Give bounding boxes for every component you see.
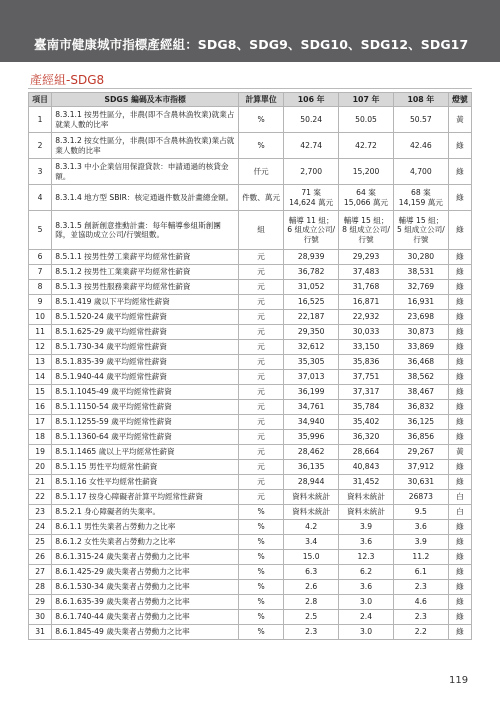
unit-cell: 元 <box>238 385 283 400</box>
value-107-cell: 2.4 <box>339 610 394 625</box>
value-106-cell: 3.4 <box>284 535 339 550</box>
row-number: 18 <box>29 430 52 445</box>
value-106-cell: 輔導 11 組；6 組成立公司/行號 <box>284 211 339 250</box>
indicator-cell: 8.5.1.1 按男性勞工業薪平均經常性薪資 <box>52 250 239 265</box>
table-row <box>29 580 472 595</box>
value-106-cell: 35,996 <box>284 430 339 445</box>
light-cell: 白 <box>448 490 471 505</box>
table-row <box>29 565 472 580</box>
indicator-cell: 8.5.1.1465 歲以上平均經常性薪資 <box>52 445 239 460</box>
value-108-cell: 23,698 <box>393 310 448 325</box>
value-107-cell: 22,932 <box>339 310 394 325</box>
light-cell: 綠 <box>448 565 471 580</box>
value-107-cell: 40,843 <box>339 460 394 475</box>
unit-cell: % <box>238 595 283 610</box>
row-number: 19 <box>29 445 52 460</box>
table-row <box>29 295 472 310</box>
value-107-cell: 資料未統計 <box>339 490 394 505</box>
value-108-cell: 輔導 15 組；5 組成立公司/行號 <box>393 211 448 250</box>
light-cell: 綠 <box>448 250 471 265</box>
value-108-cell: 16,931 <box>393 295 448 310</box>
page-title: 臺南市健康城市指標產經組：SDG8、SDG9、SDG10、SDG12、SDG17 <box>34 37 469 52</box>
light-cell: 綠 <box>448 265 471 280</box>
table-row <box>29 185 472 211</box>
row-number: 30 <box>29 610 52 625</box>
value-107-cell: 42.72 <box>339 133 394 159</box>
unit-cell: 件數、萬元 <box>238 185 283 211</box>
indicator-cell: 8.6.1.1 男性失業者占勞動力之比率 <box>52 520 239 535</box>
value-108-cell: 68 案 14,159 萬元 <box>393 185 448 211</box>
unit-cell: 元 <box>238 490 283 505</box>
table-row <box>29 159 472 185</box>
table-row <box>29 415 472 430</box>
row-number: 16 <box>29 400 52 415</box>
row-number: 29 <box>29 595 52 610</box>
unit-cell: 元 <box>238 325 283 340</box>
table-row <box>29 310 472 325</box>
indicator-cell: 8.5.1.730-34 歲平均經常性薪資 <box>52 340 239 355</box>
unit-cell: 元 <box>238 430 283 445</box>
light-cell: 白 <box>448 505 471 520</box>
value-106-cell: 資料未統計 <box>284 490 339 505</box>
unit-cell: 元 <box>238 280 283 295</box>
value-107-cell: 3.0 <box>339 595 394 610</box>
indicator-cell: 8.5.2.1 身心障礙者的失業率。 <box>52 505 239 520</box>
unit-cell: 元 <box>238 310 283 325</box>
light-cell: 綠 <box>448 595 471 610</box>
table-row <box>29 250 472 265</box>
table-row <box>29 280 472 295</box>
light-cell: 綠 <box>448 133 471 159</box>
unit-cell: % <box>238 107 283 133</box>
table-row <box>29 107 472 133</box>
section-divider <box>28 88 472 89</box>
value-108-cell: 26873 <box>393 490 448 505</box>
indicator-cell: 8.5.1.520-24 歲平均經常性薪資 <box>52 310 239 325</box>
value-106-cell: 37,013 <box>284 370 339 385</box>
value-108-cell: 6.1 <box>393 565 448 580</box>
value-107-cell: 37,483 <box>339 265 394 280</box>
table-row <box>29 211 472 250</box>
unit-cell: 元 <box>238 445 283 460</box>
indicator-cell: 8.5.1.835-39 歲平均經常性薪資 <box>52 355 239 370</box>
header-cell-item: 項目 <box>29 93 52 107</box>
indicator-cell: 8.5.1.1150-54 歲平均經常性薪資 <box>52 400 239 415</box>
light-cell: 綠 <box>448 430 471 445</box>
header-cell-108: 108 年 <box>393 93 448 107</box>
row-number: 28 <box>29 580 52 595</box>
light-cell: 綠 <box>448 185 471 211</box>
value-108-cell: 3.6 <box>393 520 448 535</box>
table-row <box>29 370 472 385</box>
indicator-cell: 8.5.1.419 歲以下平均經常性薪資 <box>52 295 239 310</box>
value-107-cell: 50.05 <box>339 107 394 133</box>
value-107-cell: 35,402 <box>339 415 394 430</box>
value-107-cell: 37,751 <box>339 370 394 385</box>
light-cell: 黃 <box>448 445 471 460</box>
unit-cell: % <box>238 505 283 520</box>
unit-cell: % <box>238 610 283 625</box>
table-row <box>29 520 472 535</box>
value-108-cell: 30,280 <box>393 250 448 265</box>
value-107-cell: 3.6 <box>339 580 394 595</box>
indicator-cell: 8.6.1.845-49 歲失業者占勞動力之比率 <box>52 625 239 640</box>
table-row <box>29 355 472 370</box>
value-108-cell: 2.3 <box>393 580 448 595</box>
indicator-cell: 8.3.1.1 按男性區分，非農(即不含農林漁牧業)就業占就業人數的比率 <box>52 107 239 133</box>
table-row <box>29 490 472 505</box>
unit-cell: 元 <box>238 340 283 355</box>
value-107-cell: 輔導 15 組；8 組成立公司/行號 <box>339 211 394 250</box>
value-106-cell: 29,350 <box>284 325 339 340</box>
value-108-cell: 30,631 <box>393 475 448 490</box>
light-cell: 綠 <box>448 535 471 550</box>
unit-cell: % <box>238 625 283 640</box>
header-bar <box>0 0 500 62</box>
unit-cell: % <box>238 535 283 550</box>
value-108-cell: 29,267 <box>393 445 448 460</box>
table-header-row <box>29 93 472 107</box>
table-row <box>29 505 472 520</box>
value-107-cell: 3.9 <box>339 520 394 535</box>
indicator-cell: 8.5.1.1255-59 歲平均經常性薪資 <box>52 415 239 430</box>
unit-cell: 元 <box>238 295 283 310</box>
value-108-cell: 36,832 <box>393 400 448 415</box>
value-108-cell: 2.3 <box>393 610 448 625</box>
value-108-cell: 37,912 <box>393 460 448 475</box>
unit-cell: 元 <box>238 265 283 280</box>
row-number: 24 <box>29 520 52 535</box>
table-row <box>29 133 472 159</box>
value-107-cell: 12.3 <box>339 550 394 565</box>
indicator-cell: 8.3.1.3 中小企業信用保證貸款：申請通過的核貸金額。 <box>52 159 239 185</box>
light-cell: 綠 <box>448 310 471 325</box>
value-107-cell: 3.0 <box>339 625 394 640</box>
unit-cell: 元 <box>238 250 283 265</box>
unit-cell: 元 <box>238 460 283 475</box>
value-106-cell: 28,939 <box>284 250 339 265</box>
value-108-cell: 36,125 <box>393 415 448 430</box>
row-number: 22 <box>29 490 52 505</box>
indicator-cell: 8.3.1.5 創新創意推動計畫：每年輔導參組斯創團隊，並協助成立公司/行號組數。 <box>52 211 239 250</box>
value-108-cell: 36,468 <box>393 355 448 370</box>
value-107-cell: 28,664 <box>339 445 394 460</box>
row-number: 5 <box>29 211 52 250</box>
value-107-cell: 資料未統計 <box>339 505 394 520</box>
row-number: 1 <box>29 107 52 133</box>
unit-cell: 仟元 <box>238 159 283 185</box>
value-106-cell: 28,944 <box>284 475 339 490</box>
light-cell: 綠 <box>448 520 471 535</box>
value-106-cell: 16,525 <box>284 295 339 310</box>
row-number: 3 <box>29 159 52 185</box>
row-number: 26 <box>29 550 52 565</box>
table-row <box>29 400 472 415</box>
row-number: 23 <box>29 505 52 520</box>
value-107-cell: 64 案 15,066 萬元 <box>339 185 394 211</box>
light-cell: 綠 <box>448 550 471 565</box>
value-107-cell: 31,452 <box>339 475 394 490</box>
unit-cell: % <box>238 550 283 565</box>
table-row <box>29 385 472 400</box>
table-row <box>29 325 472 340</box>
value-108-cell: 38,562 <box>393 370 448 385</box>
value-107-cell: 6.2 <box>339 565 394 580</box>
table-row <box>29 625 472 640</box>
value-107-cell: 35,836 <box>339 355 394 370</box>
value-108-cell: 50.57 <box>393 107 448 133</box>
row-number: 6 <box>29 250 52 265</box>
value-106-cell: 2.3 <box>284 625 339 640</box>
value-108-cell: 42.46 <box>393 133 448 159</box>
row-number: 17 <box>29 415 52 430</box>
value-108-cell: 38,531 <box>393 265 448 280</box>
row-number: 31 <box>29 625 52 640</box>
table-row <box>29 430 472 445</box>
unit-cell: 元 <box>238 475 283 490</box>
value-107-cell: 29,293 <box>339 250 394 265</box>
row-number: 8 <box>29 280 52 295</box>
row-number: 10 <box>29 310 52 325</box>
light-cell: 綠 <box>448 580 471 595</box>
value-106-cell: 2.6 <box>284 580 339 595</box>
value-107-cell: 33,150 <box>339 340 394 355</box>
value-106-cell: 35,305 <box>284 355 339 370</box>
header-cell-light: 燈號 <box>448 93 471 107</box>
value-106-cell: 22,187 <box>284 310 339 325</box>
row-number: 14 <box>29 370 52 385</box>
indicator-cell: 8.5.1.17 按身心障礙者計算平均經常性薪資 <box>52 490 239 505</box>
row-number: 4 <box>29 185 52 211</box>
unit-cell: % <box>238 520 283 535</box>
value-106-cell: 36,199 <box>284 385 339 400</box>
unit-cell: 元 <box>238 400 283 415</box>
indicator-cell: 8.6.1.740-44 歲失業者占勞動力之比率 <box>52 610 239 625</box>
indicator-cell: 8.6.1.315-24 歲失業者占勞動力之比率 <box>52 550 239 565</box>
indicator-cell: 8.5.1.16 女性平均經常性薪資 <box>52 475 239 490</box>
indicator-cell: 8.6.1.635-39 歲失業者占勞動力之比率 <box>52 595 239 610</box>
row-number: 11 <box>29 325 52 340</box>
indicator-cell: 8.5.1.1045-49 歲平均經常性薪資 <box>52 385 239 400</box>
value-108-cell: 33,869 <box>393 340 448 355</box>
value-108-cell: 38,467 <box>393 385 448 400</box>
value-108-cell: 4,700 <box>393 159 448 185</box>
row-number: 2 <box>29 133 52 159</box>
row-number: 13 <box>29 355 52 370</box>
value-107-cell: 35,784 <box>339 400 394 415</box>
indicator-cell: 8.6.1.425-29 歲失業者占勞動力之比率 <box>52 565 239 580</box>
row-number: 27 <box>29 565 52 580</box>
table-row <box>29 445 472 460</box>
light-cell: 綠 <box>448 340 471 355</box>
value-107-cell: 30,033 <box>339 325 394 340</box>
row-number: 12 <box>29 340 52 355</box>
header-cell-106: 106 年 <box>284 93 339 107</box>
row-number: 20 <box>29 460 52 475</box>
indicator-cell: 8.5.1.15 男性平均經常性薪資 <box>52 460 239 475</box>
light-cell: 綠 <box>448 370 471 385</box>
indicator-cell: 8.3.1.4 地方型 SBIR：核定通過件數及計畫總金額。 <box>52 185 239 211</box>
row-number: 15 <box>29 385 52 400</box>
light-cell: 綠 <box>448 415 471 430</box>
value-106-cell: 32,612 <box>284 340 339 355</box>
row-number: 7 <box>29 265 52 280</box>
value-107-cell: 31,768 <box>339 280 394 295</box>
value-107-cell: 16,871 <box>339 295 394 310</box>
value-106-cell: 資料未統計 <box>284 505 339 520</box>
unit-cell: 元 <box>238 415 283 430</box>
value-106-cell: 28,462 <box>284 445 339 460</box>
value-108-cell: 32,769 <box>393 280 448 295</box>
light-cell: 綠 <box>448 280 471 295</box>
value-108-cell: 3.9 <box>393 535 448 550</box>
indicator-table <box>28 92 472 640</box>
light-cell: 綠 <box>448 325 471 340</box>
value-107-cell: 36,320 <box>339 430 394 445</box>
light-cell: 綠 <box>448 625 471 640</box>
value-106-cell: 71 案 14,624 萬元 <box>284 185 339 211</box>
indicator-cell: 8.5.1.625-29 歲平均經常性薪資 <box>52 325 239 340</box>
light-cell: 綠 <box>448 211 471 250</box>
light-cell: 綠 <box>448 385 471 400</box>
unit-cell: 組 <box>238 211 283 250</box>
value-106-cell: 4.2 <box>284 520 339 535</box>
indicator-cell: 8.5.1.940-44 歲平均經常性薪資 <box>52 370 239 385</box>
light-cell: 綠 <box>448 159 471 185</box>
light-cell: 綠 <box>448 610 471 625</box>
row-number: 25 <box>29 535 52 550</box>
value-108-cell: 2.2 <box>393 625 448 640</box>
indicator-cell: 8.5.1.1360-64 歲平均經常性薪資 <box>52 430 239 445</box>
indicator-cell: 8.6.1.2 女性失業者占勞動力之比率 <box>52 535 239 550</box>
indicator-cell: 8.5.1.3 按男性服務業薪平均經常性薪資 <box>52 280 239 295</box>
value-106-cell: 2.8 <box>284 595 339 610</box>
light-cell: 綠 <box>448 400 471 415</box>
unit-cell: % <box>238 565 283 580</box>
row-number: 9 <box>29 295 52 310</box>
table-row <box>29 340 472 355</box>
indicator-cell: 8.5.1.2 按男性工業業薪平均經常性薪資 <box>52 265 239 280</box>
table-row <box>29 595 472 610</box>
header-cell-indicator: SDGS 編碼及本市指標 <box>52 93 239 107</box>
value-106-cell: 50.24 <box>284 107 339 133</box>
value-108-cell: 4.6 <box>393 595 448 610</box>
table-row <box>29 610 472 625</box>
row-number: 21 <box>29 475 52 490</box>
light-cell: 綠 <box>448 475 471 490</box>
value-108-cell: 36,856 <box>393 430 448 445</box>
table-row <box>29 265 472 280</box>
unit-cell: 元 <box>238 370 283 385</box>
light-cell: 綠 <box>448 460 471 475</box>
header-cell-unit: 計算單位 <box>238 93 283 107</box>
indicator-cell: 8.6.1.530-34 歲失業者占勞動力之比率 <box>52 580 239 595</box>
table-row <box>29 535 472 550</box>
header-cell-107: 107 年 <box>339 93 394 107</box>
unit-cell: % <box>238 133 283 159</box>
value-106-cell: 6.3 <box>284 565 339 580</box>
indicator-cell: 8.3.1.2 按女性區分，非農(即不含農林漁牧業)業占就業人數的比率 <box>52 133 239 159</box>
value-106-cell: 36,135 <box>284 460 339 475</box>
value-107-cell: 15,200 <box>339 159 394 185</box>
table-row <box>29 550 472 565</box>
value-108-cell: 9.5 <box>393 505 448 520</box>
value-106-cell: 31,052 <box>284 280 339 295</box>
section-title: 產經組-SDG8 <box>30 73 105 87</box>
value-106-cell: 36,782 <box>284 265 339 280</box>
value-106-cell: 42.74 <box>284 133 339 159</box>
table-row <box>29 460 472 475</box>
value-106-cell: 2,700 <box>284 159 339 185</box>
unit-cell: % <box>238 580 283 595</box>
value-106-cell: 15.0 <box>284 550 339 565</box>
page-number: 119 <box>449 675 469 686</box>
value-108-cell: 11.2 <box>393 550 448 565</box>
light-cell: 黃 <box>448 107 471 133</box>
unit-cell: 元 <box>238 355 283 370</box>
value-107-cell: 37,317 <box>339 385 394 400</box>
value-108-cell: 30,873 <box>393 325 448 340</box>
value-106-cell: 34,761 <box>284 400 339 415</box>
value-106-cell: 34,940 <box>284 415 339 430</box>
value-107-cell: 3.6 <box>339 535 394 550</box>
table-row <box>29 475 472 490</box>
light-cell: 綠 <box>448 295 471 310</box>
light-cell: 綠 <box>448 355 471 370</box>
value-106-cell: 2.5 <box>284 610 339 625</box>
